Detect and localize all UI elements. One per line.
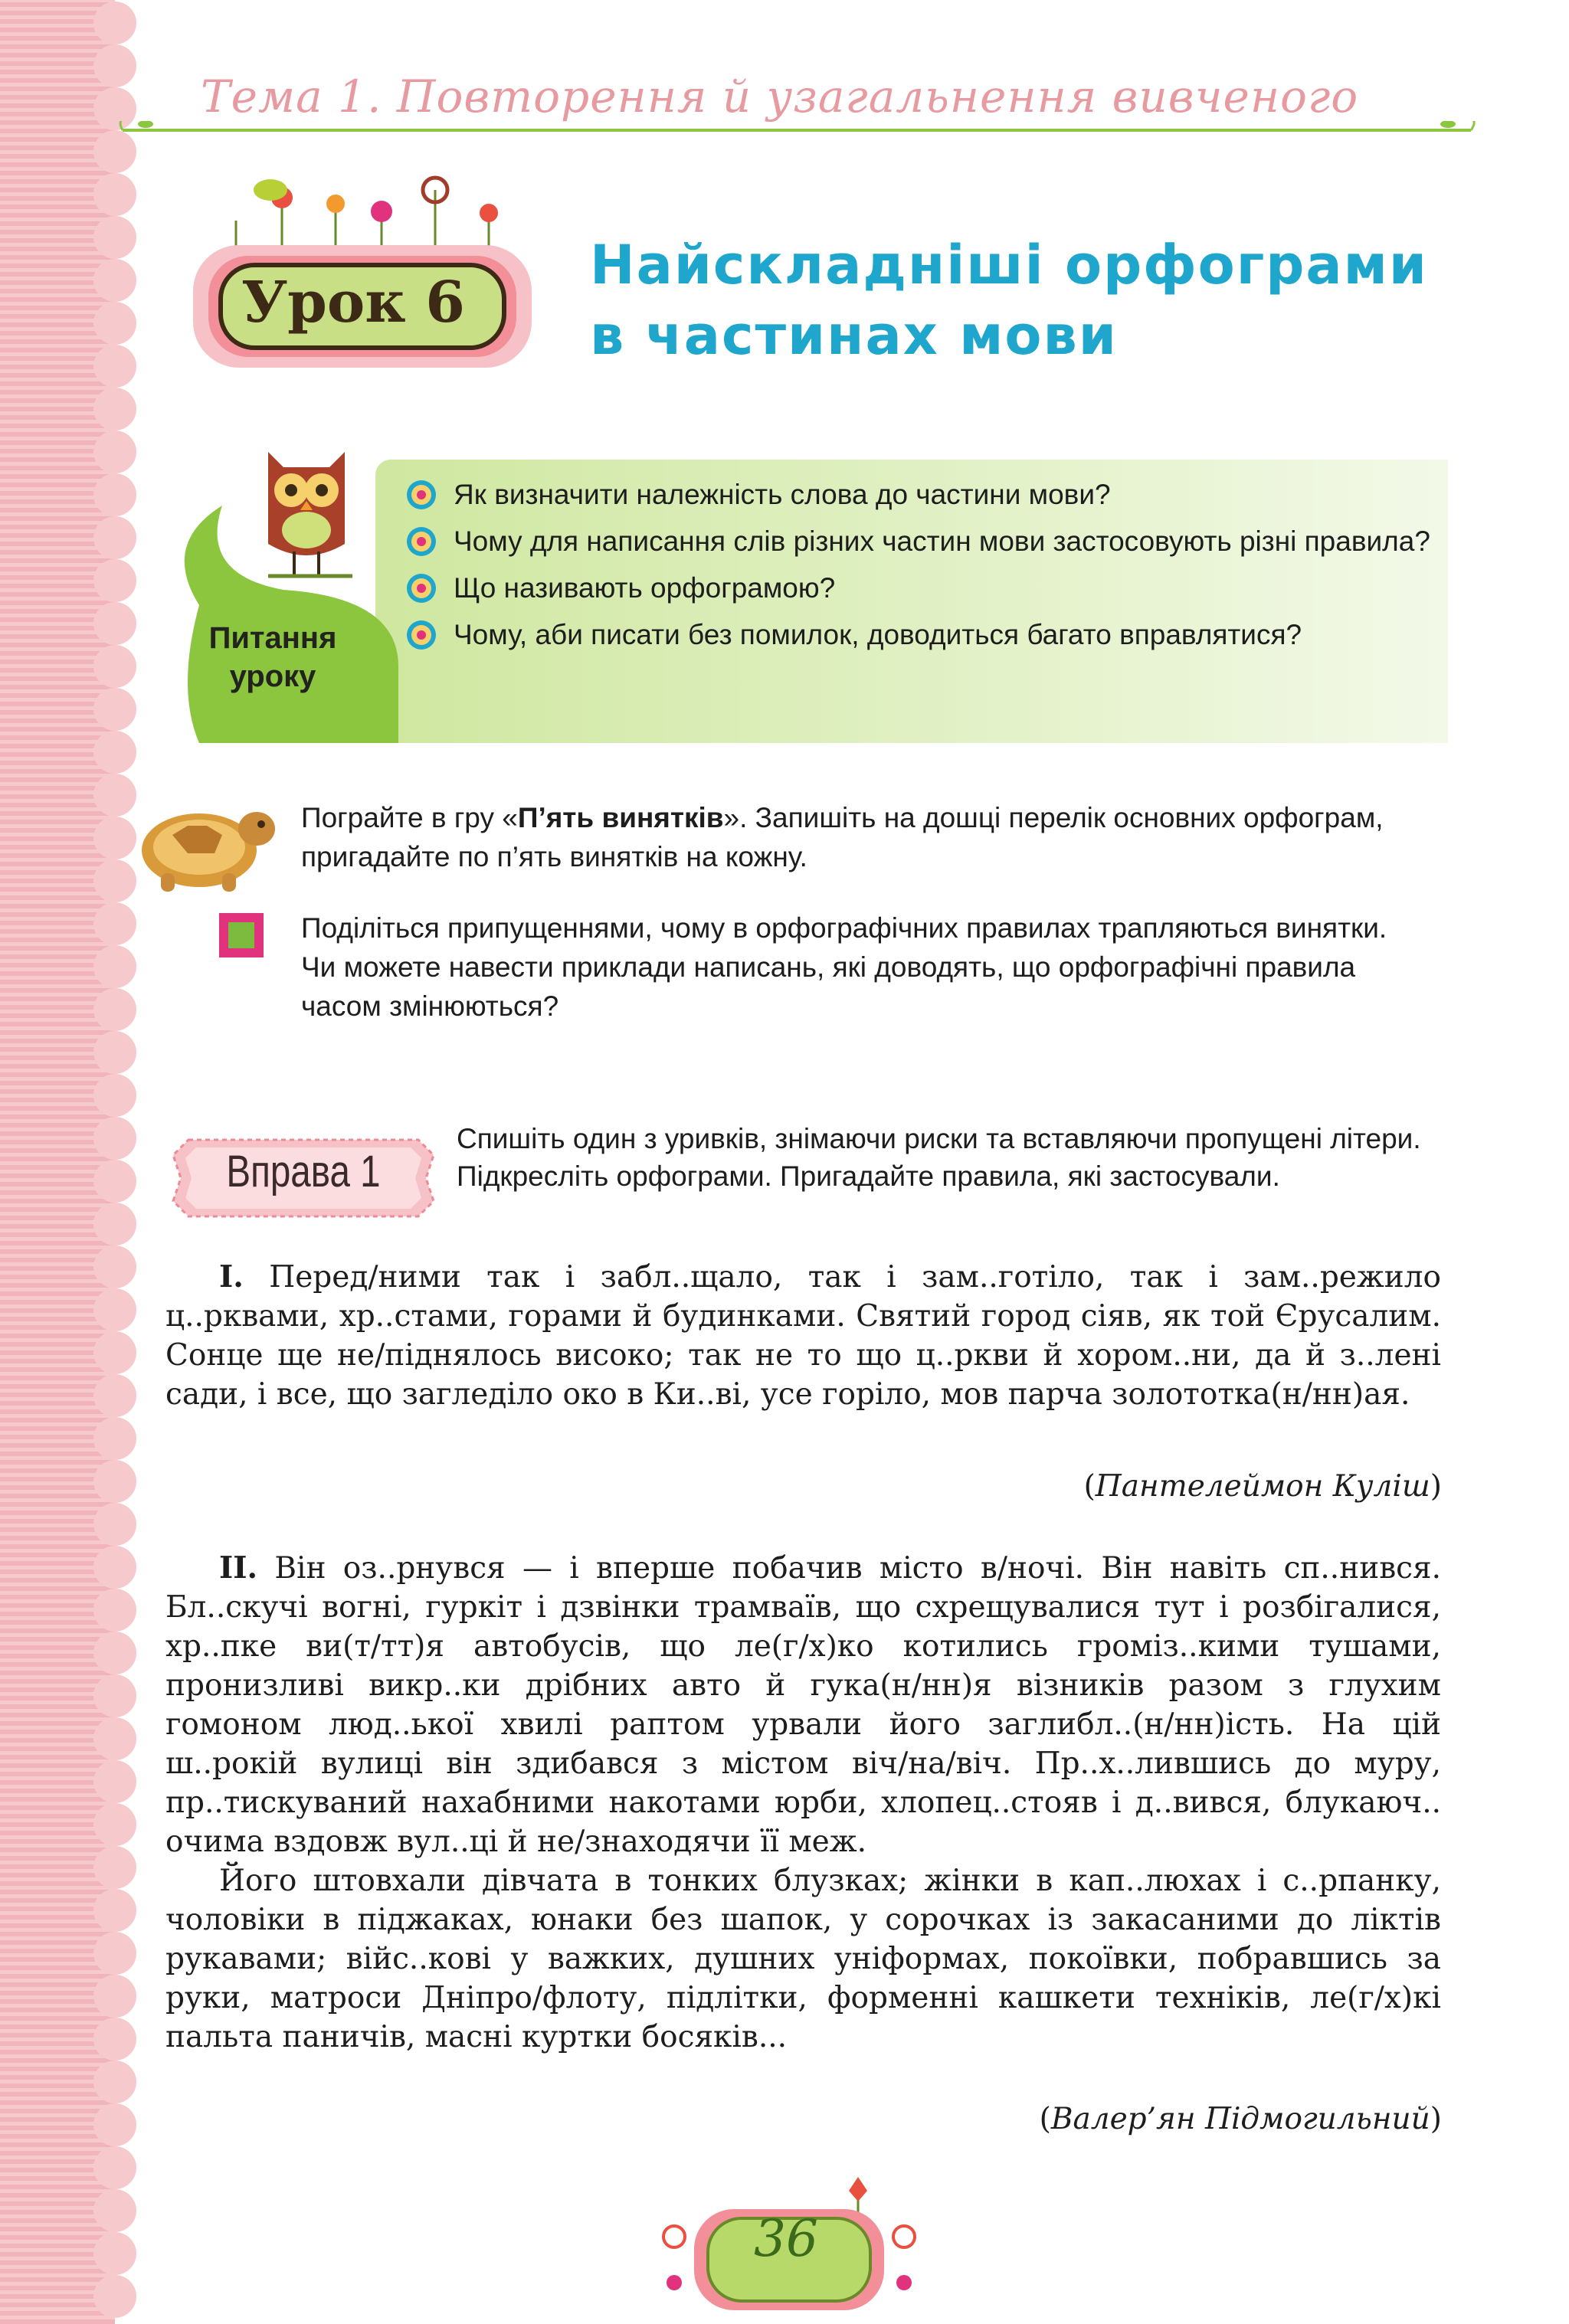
- question-item: [406, 617, 1433, 653]
- excerpt-2-paragraph-2: Його штовхали дівчата в тонких блузках; жінки в кап..люхах і с..рпанку, чоловіки в піджаках, юнаки без шапок, у сорочках із закасаними до ліктів рукавами; війс..кові у важких, душних уніформах, покоївки, побравшись за руки, матроси Дніпро/флоту, підлітки, форменні кашкети техніків, ле(г/х)кі пальта паничів, масні куртки босяків...: [165, 1864, 1441, 2054]
- page-number: 36: [754, 2209, 818, 2268]
- excerpt-1-text: Перед/ними так і забл..щало, так і зам..готіло, так і зам..режило ц..рквами, хр..стами, горами й будинками. Святий город сіяв, як той Єрусалим. Сонце ще не/піднялось високо; так не то що ц..ркви й хором..ни, да й з..лені сади, і все, що загледіло око в Ки..ві, усе горіло, мов парча золототка(н/нн)ая.: [165, 1260, 1441, 1412]
- excerpt-2-numeral: ІІ.: [219, 1550, 258, 1586]
- excerpt-1-numeral: І.: [219, 1259, 244, 1295]
- game-task-text-before: Пограйте в гру «: [301, 802, 518, 833]
- lesson-title-line-1: Найскладніші орфограми: [590, 234, 1428, 296]
- turtle-icon: [126, 789, 280, 896]
- scalloped-border-edge: [0, 0, 146, 2324]
- lesson-title: [590, 230, 1428, 371]
- question-text: Чому, аби писати без помилок, доводиться багато вправлятися?: [454, 619, 1302, 650]
- question-item: [406, 523, 1433, 560]
- discussion-task-line-1: Поділіться припущеннями, чому в орфографічних правилах трапляються винятки.: [301, 912, 1387, 944]
- excerpt-1-author: Пантелеймон Куліш: [1095, 1469, 1430, 1504]
- question-item: [406, 476, 1433, 513]
- target-bullet-icon: [406, 573, 437, 604]
- questions-label: [181, 619, 365, 696]
- excerpt-2-author: Валер’ян Підмогильний: [1050, 2102, 1430, 2136]
- question-item: [406, 570, 1433, 607]
- owl-icon: [253, 437, 360, 582]
- discussion-task-line-2: Чи можете навести приклади написань, які доводять, що орфографічні правила часом змінюються?: [301, 951, 1356, 1022]
- questions-list: [406, 476, 1433, 663]
- game-task-text: [301, 798, 1443, 876]
- question-text: Що називають орфограмою?: [454, 572, 836, 604]
- square-marker-icon: [219, 913, 264, 957]
- exercise-instruction: Спишіть один з уривків, знімаючи риски та вставляючи пропущені літери. Підкресліть орфограми. Пригадайте правила, які застосували.: [457, 1123, 1421, 1192]
- game-task-text-after: ». Запишіть на дошці перелік основних орфограм, пригадайте по п’ять винятків на кожну.: [301, 802, 1384, 872]
- header-vine-divider: [115, 121, 1479, 139]
- excerpt-2-paragraph-1: Він оз..рнувся — і вперше побачив місто в/ночі. Він навіть сп..нився. Бл..скучі вогні, гуркіт і дзвінки трамваїв, що схрещувалися тут і розбігалися, хр..пке ви(т/тт)я автобусів, що ле(г/х)ко котились громіз..кими тушами, пронизливі викр..ки дрібних авто й гука(н/нн)я візників разом з глухим гомоном люд..ької хвилі раптом урвали його заглибл..(н/нн)ість. На цій ш..рокій вулиці він здибався з містом віч/на/віч. Пр..х..лившись до муру, пр..тискуваний нахабними накотами юрби, хлопец..стояв і д..вився, блукаюч.. очима вздовж вул..ці й не/знаходячи її меж.: [165, 1551, 1441, 1859]
- target-bullet-icon: [406, 620, 437, 650]
- target-bullet-icon: [406, 526, 437, 557]
- lesson-number-label: Урок 6: [241, 270, 465, 336]
- excerpt-2: [165, 1549, 1441, 2057]
- lesson-title-line-2: в частинах мови: [590, 304, 1118, 367]
- questions-label-line-1: Питання: [208, 621, 337, 655]
- topic-title: Тема 1. Повторення й узагальнення вивченого: [201, 70, 1359, 123]
- discussion-task-text: [301, 908, 1443, 1026]
- question-text: Чому для написання слів різних частин мови застосовують різні правила?: [454, 525, 1430, 557]
- questions-label-line-2: уроку: [229, 660, 316, 693]
- game-name: П’ять винятків: [517, 802, 724, 833]
- target-bullet-icon: [406, 480, 437, 510]
- excerpt-1: [165, 1258, 1441, 1414]
- exercise-label: Вправа 1: [226, 1147, 381, 1196]
- excerpt-2-attribution: (Валер’ян Підмогильний): [1039, 2102, 1442, 2136]
- excerpt-1-attribution: (Пантелеймон Куліш): [1083, 1469, 1442, 1504]
- question-text: Як визначити належність слова до частини мови?: [454, 479, 1111, 510]
